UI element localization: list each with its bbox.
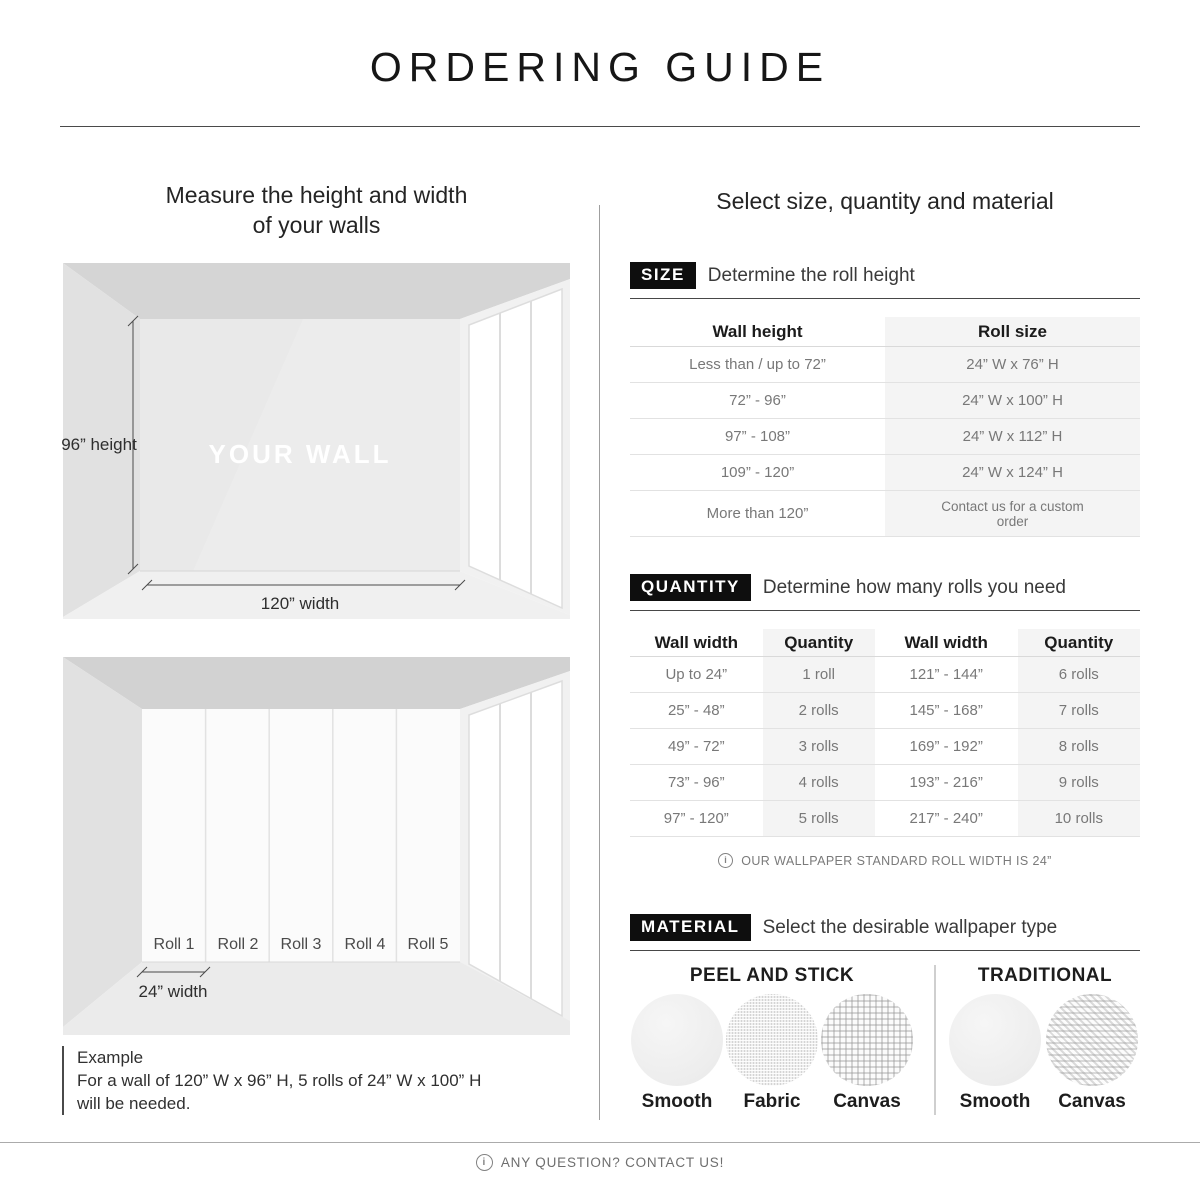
wall-height-label: 96” height xyxy=(61,435,137,454)
roll-5-label: Roll 5 xyxy=(407,936,449,953)
size-table-cell: 72” - 96” xyxy=(630,383,885,419)
left-wall xyxy=(63,657,142,1027)
size-table-cell: More than 120” xyxy=(630,491,885,537)
room-illustration-rolls xyxy=(63,657,570,1035)
page-title: ORDERING GUIDE xyxy=(369,44,831,90)
window-panes xyxy=(469,681,562,1016)
material-section xyxy=(630,914,1140,1127)
quantity-header-row xyxy=(630,574,1140,611)
qty-table-cell: 9 rolls xyxy=(1018,765,1140,801)
qty-table-cell: 10 rolls xyxy=(1018,801,1140,837)
qty-table-cell: 4 rolls xyxy=(763,765,875,801)
quantity-section xyxy=(630,574,1140,868)
qty-table-cell: 193” - 216” xyxy=(875,765,1018,801)
qty-table-cell: 3 rolls xyxy=(763,729,875,765)
size-table-cell: 24” W x 112” H xyxy=(885,419,1140,455)
quantity-badge: QUANTITY xyxy=(630,574,751,601)
roll-4-label: Roll 4 xyxy=(344,936,386,953)
qty-table-cell: 145” - 168” xyxy=(875,693,1018,729)
qty-table-cell: 7 rolls xyxy=(1018,693,1140,729)
swatch-label-canvas: Canvas xyxy=(833,1091,901,1112)
swatch-peel-fabric-icon xyxy=(726,994,818,1086)
footer-divider xyxy=(0,1142,1200,1143)
roll-1-label: Roll 1 xyxy=(153,936,195,953)
peel-and-stick-group-label: PEEL AND STICK xyxy=(689,965,855,986)
size-table-cell xyxy=(885,491,1140,537)
qty-table-cell: 49” - 72” xyxy=(630,729,763,765)
size-col-header: Roll size xyxy=(885,317,1140,347)
custom-order-text: Contact us for a custom order xyxy=(941,498,1084,529)
qty-table-cell: 217” - 240” xyxy=(875,801,1018,837)
roll-width-note xyxy=(630,853,1140,868)
size-badge: SIZE xyxy=(630,262,696,289)
size-table-cell: 24” W x 76” H xyxy=(885,347,1140,383)
qty-table-cell: 6 rolls xyxy=(1018,657,1140,693)
swatch-peel-smooth-icon xyxy=(631,994,723,1086)
column-divider xyxy=(599,205,600,1120)
qty-col-header: Wall width xyxy=(630,629,763,657)
room-illustration-measured-wall xyxy=(63,263,570,619)
size-table xyxy=(630,317,1140,537)
qty-table-cell: 169” - 192” xyxy=(875,729,1018,765)
roll-width-label: 24” width xyxy=(138,982,208,1001)
info-icon: i xyxy=(476,1154,493,1171)
roll-2-label: Roll 2 xyxy=(217,936,259,953)
example-line2: will be needed. xyxy=(77,1094,191,1113)
traditional-group-label: TRADITIONAL xyxy=(977,965,1113,986)
size-header-row xyxy=(630,262,1140,299)
swatch-label-fabric: Fabric xyxy=(743,1091,801,1112)
roll-width-note-text: OUR WALLPAPER STANDARD ROLL WIDTH IS 24” xyxy=(741,853,1052,868)
qty-table-cell: 8 rolls xyxy=(1018,729,1140,765)
size-table-cell: 97” - 108” xyxy=(630,419,885,455)
size-table-cell: Less than / up to 72” xyxy=(630,347,885,383)
qty-table-cell: 121” - 144” xyxy=(875,657,1018,693)
wallpaper-panels xyxy=(142,709,460,962)
qty-col-header: Quantity xyxy=(1018,629,1140,657)
your-wall-label: YOUR WALL xyxy=(208,439,392,469)
size-table-cell: 109” - 120” xyxy=(630,455,885,491)
swatch-label-canvas: Canvas xyxy=(1058,1091,1126,1112)
size-table-cell: 24” W x 124” H xyxy=(885,455,1140,491)
qty-table-cell: Up to 24” xyxy=(630,657,763,693)
qty-table-cell: 5 rolls xyxy=(763,801,875,837)
size-section xyxy=(630,262,1140,537)
example-title: Example xyxy=(77,1048,144,1067)
swatch-peel-canvas-icon xyxy=(821,994,913,1086)
right-section-heading: Select size, quantity and material xyxy=(716,188,1054,214)
roll-3-label: Roll 3 xyxy=(280,936,322,953)
qty-col-header: Wall width xyxy=(875,629,1018,657)
size-subtitle: Determine the roll height xyxy=(707,264,915,286)
qty-table-cell: 73” - 96” xyxy=(630,765,763,801)
footer-contact-text: ANY QUESTION? CONTACT US! xyxy=(500,1155,725,1170)
qty-table-cell: 2 rolls xyxy=(763,693,875,729)
example-note xyxy=(62,1046,607,1115)
example-line1: For a wall of 120” W x 96” H, 5 rolls of 24” W x 100” H xyxy=(77,1071,482,1090)
wall-width-label: 120” width xyxy=(260,594,340,613)
qty-table-cell: 1 roll xyxy=(763,657,875,693)
qty-col-header: Quantity xyxy=(763,629,875,657)
left-section-heading xyxy=(63,180,570,240)
left-heading-line2: of your walls xyxy=(252,212,381,238)
footer-contact xyxy=(0,1154,1200,1171)
material-header-row xyxy=(630,914,1140,951)
quantity-table xyxy=(630,629,1140,837)
title-divider xyxy=(60,126,1140,127)
left-heading-line1: Measure the height and width xyxy=(165,182,468,208)
material-subtitle: Select the desirable wallpaper type xyxy=(762,916,1058,938)
size-table-cell: 24” W x 100” H xyxy=(885,383,1140,419)
swatch-traditional-smooth-icon xyxy=(949,994,1041,1086)
material-group-divider xyxy=(934,965,936,1115)
swatch-label-smooth: Smooth xyxy=(641,1091,713,1112)
info-icon: i xyxy=(718,853,733,868)
quantity-subtitle: Determine how many rolls you need xyxy=(762,576,1066,598)
qty-table-cell: 97” - 120” xyxy=(630,801,763,837)
swatch-traditional-canvas-icon xyxy=(1046,994,1138,1086)
window-panes xyxy=(469,289,562,608)
qty-table-cell: 25” - 48” xyxy=(630,693,763,729)
room-drawing xyxy=(63,657,570,1035)
swatch-label-smooth: Smooth xyxy=(959,1091,1031,1112)
material-badge: MATERIAL xyxy=(630,914,751,941)
size-col-header: Wall height xyxy=(630,317,885,347)
material-options xyxy=(630,957,1140,1127)
